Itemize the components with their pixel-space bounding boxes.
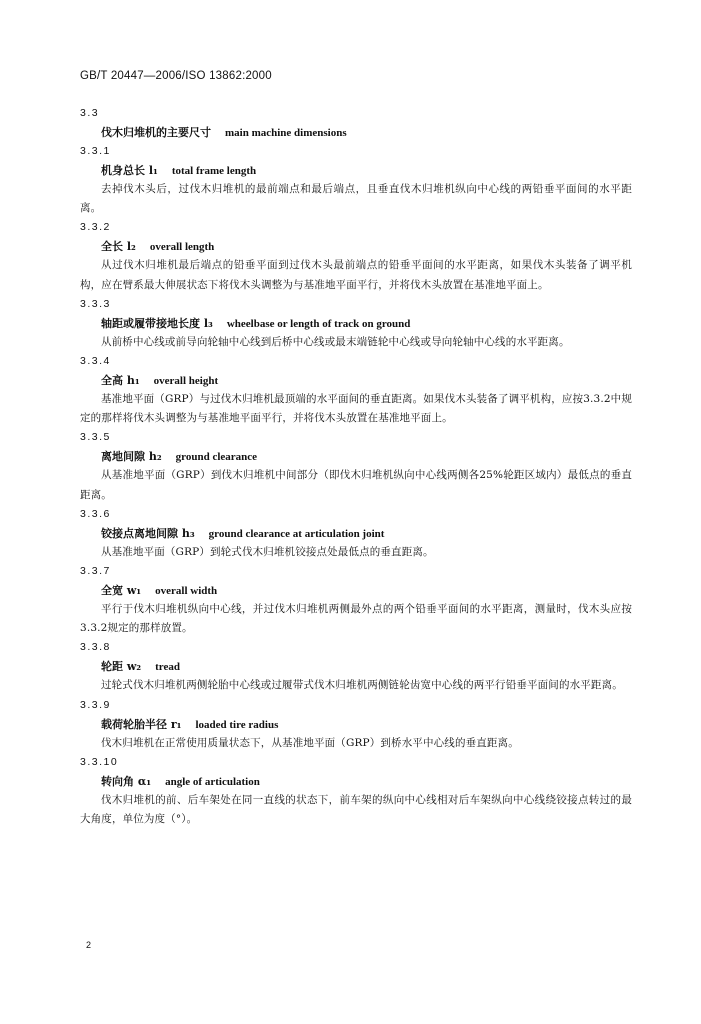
section-number: 3.3.6 (80, 507, 111, 520)
term-english: wheelbase or length of track on ground (226, 317, 411, 330)
term-chinese: 轴距或履带接地长度 l₃ (101, 316, 213, 330)
term-definition: 伐木归堆机在正常使用质量状态下，从基准地平面（GRP）到桥水平中心线的垂直距离。 (101, 736, 519, 749)
document-body (80, 104, 632, 829)
term-english: main machine dimensions (225, 127, 347, 139)
term-chinese: 全高 h₁ (101, 374, 140, 388)
term-definition: 从基准地平面（GRP）到伐木归堆机中间部分（即伐木归堆机纵向中心线两侧各25%轮距区域内）最低点的垂直距离。 (80, 469, 632, 501)
term-chinese: 伐木归堆机的主要尺寸 (101, 126, 211, 139)
term-chinese: 载荷轮胎半径 r₁ (101, 717, 182, 731)
page-number: 2 (86, 940, 92, 950)
section-number: 3.3.5 (80, 431, 111, 444)
term-heading (80, 715, 632, 734)
standard-header: GB/T 20447—2006/ISO 13862:2000 (80, 70, 272, 82)
section-number: 3.3.8 (80, 641, 111, 654)
term-english: overall length (149, 241, 215, 254)
term-heading (80, 314, 632, 333)
term-definition: 去掉伐木头后，过伐木归堆机的最前端点和最后端点，且垂直伐木归堆机纵向中心线的两铅垂平面间的水平距离。 (80, 183, 632, 215)
term-chinese: 全长 l₂ (101, 240, 136, 254)
term-section (80, 562, 632, 638)
term-heading (80, 371, 632, 390)
term-english: loaded tire radius (195, 718, 279, 731)
section-number: 3.3.9 (80, 698, 111, 711)
term-section (80, 638, 632, 695)
term-english: overall height (153, 375, 219, 388)
term-heading (80, 447, 632, 466)
term-heading (80, 581, 632, 600)
term-definition: 从前桥中心线或前导向轮轴中心线到后桥中心线或最末端链轮中心线或导向轮轴中心线的水平距离。 (101, 335, 570, 348)
term-chinese: 轮距 w₂ (101, 660, 142, 674)
term-section (80, 104, 632, 142)
term-section (80, 218, 632, 294)
term-english: total frame length (171, 165, 257, 177)
section-number: 3.3.3 (80, 297, 111, 310)
term-section (80, 352, 632, 428)
term-heading (80, 524, 632, 543)
term-definition: 从过伐木归堆机最后端点的铅垂平面到过伐木头最前端点的铅垂平面间的水平距离，如果伐木头装备了调平机构，应在臂系最大伸展状态下将伐木头调整为与基准地平面平行，并将伐木头放置在基准地平面上。 (80, 259, 632, 291)
term-english: ground clearance at articulation joint (208, 527, 385, 540)
term-english: angle of articulation (165, 775, 260, 788)
term-english: ground clearance (175, 451, 258, 464)
term-section (80, 505, 632, 562)
term-chinese: 转向角 α₁ (101, 774, 152, 788)
term-chinese: 全宽 w₁ (101, 584, 142, 598)
term-heading (80, 657, 632, 676)
term-section (80, 142, 632, 218)
term-english: overall width (155, 585, 218, 598)
term-definition: 平行于伐木归堆机纵向中心线，并过伐木归堆机两侧最外点的两个铅垂平面间的水平距离，测量时，伐木头应按3.3.2规定的那样放置。 (80, 603, 632, 635)
section-number: 3.3.7 (80, 565, 111, 578)
section-number: 3.3.10 (80, 755, 119, 768)
term-heading (80, 237, 632, 256)
term-definition: 基准地平面（GRP）与过伐木归堆机最顶端的水平面间的垂直距离。如果伐木头装备了调平机构，应按3.3.2中规定的那样将伐木头调整为与基准地平面平行，并将伐木头放置在基准地平面上。 (80, 393, 632, 425)
term-english: tread (155, 661, 180, 674)
section-number: 3.3 (80, 107, 100, 119)
section-number: 3.3.2 (80, 221, 111, 234)
term-section (80, 753, 632, 829)
term-heading (80, 772, 632, 791)
term-section (80, 295, 632, 352)
term-chinese: 离地间隙 h₂ (101, 450, 162, 464)
section-number: 3.3.4 (80, 355, 111, 368)
term-heading (80, 161, 632, 180)
section-number: 3.3.1 (80, 145, 111, 157)
term-definition: 从基准地平面（GRP）到轮式伐木归堆机铰接点处最低点的垂直距离。 (101, 545, 434, 558)
term-section (80, 696, 632, 753)
term-definition: 过轮式伐木归堆机两侧轮胎中心线或过履带式伐木归堆机两侧链轮齿宽中心线的两平行铅垂平面间的水平距离。 (101, 679, 623, 692)
term-chinese: 机身总长 l₁ (101, 164, 158, 177)
term-definition: 伐木归堆机的前、后车架处在同一直线的状态下，前车架的纵向中心线相对后车架纵向中心线绕铰接点转过的最大角度，单位为度（°）。 (80, 793, 632, 826)
term-section (80, 428, 632, 504)
term-chinese: 铰接点离地间隙 h₃ (101, 526, 195, 540)
term-heading (80, 123, 632, 142)
